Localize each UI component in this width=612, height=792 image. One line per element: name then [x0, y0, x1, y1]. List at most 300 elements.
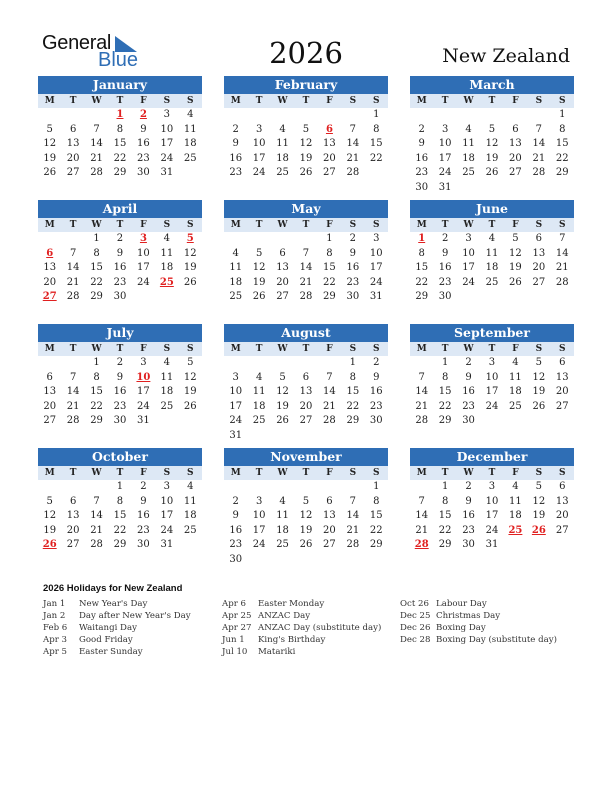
day-cell: 15 — [438, 510, 452, 522]
day-cell: 14 — [323, 386, 336, 398]
day-cell: 3 — [163, 109, 171, 120]
day-cell: 12 — [532, 371, 546, 383]
weekday-label: F — [140, 344, 147, 354]
day-cell: 15 — [555, 138, 569, 150]
day-cell: 6 — [46, 371, 53, 383]
day-cell: 10 — [160, 123, 174, 135]
day-cell: 23 — [229, 167, 243, 179]
weekday-label: T — [488, 468, 496, 478]
weekday-label: T — [255, 220, 263, 230]
day-cell: 30 — [113, 291, 127, 303]
day-cell: 1 — [373, 481, 380, 492]
day-cell: 15 — [369, 510, 383, 522]
day-cell: 12 — [485, 138, 499, 150]
day-cell: 11 — [509, 495, 522, 507]
day-cell: 14 — [90, 138, 103, 150]
weekday-label: T — [441, 344, 449, 354]
day-cell: 9 — [465, 371, 472, 383]
day-cell: 20 — [509, 152, 522, 164]
day-grid — [224, 356, 388, 444]
empty-cell — [85, 108, 108, 123]
holiday-date: Dec 28 — [400, 635, 431, 645]
weekday-label: W — [277, 468, 288, 478]
day-cell: 11 — [485, 247, 499, 259]
weekday-row — [224, 342, 388, 356]
day-cell: 7 — [349, 123, 357, 135]
day-cell: 28 — [299, 291, 313, 303]
day-cell: 5 — [535, 481, 543, 492]
day-cell: 10 — [229, 386, 243, 398]
month-header: December — [410, 448, 574, 466]
day-cell: 16 — [229, 524, 243, 536]
day-cell: 16 — [462, 386, 475, 398]
day-cell: 10 — [252, 510, 266, 522]
day-cell: 26 — [43, 167, 57, 179]
day-cell: 9 — [465, 495, 472, 507]
weekday-row — [410, 342, 574, 356]
day-cell: 18 — [276, 524, 289, 536]
empty-cell — [504, 108, 527, 123]
empty-cell — [61, 480, 84, 495]
holiday-column — [222, 598, 381, 658]
day-cell: 10 — [369, 247, 383, 259]
day-cell: 3 — [488, 357, 496, 368]
day-cell: 30 — [462, 415, 475, 427]
day-cell: 7 — [326, 371, 333, 383]
day-cell: 7 — [93, 495, 100, 507]
day-cell: 2 — [232, 123, 239, 135]
day-cell: 13 — [555, 495, 569, 507]
holiday-name: Day after New Year's Day — [79, 611, 191, 621]
weekday-label: T — [116, 468, 124, 478]
logo-text-general: General — [42, 32, 112, 54]
day-cell: 5 — [279, 371, 286, 383]
day-cell: 24 — [160, 152, 174, 164]
country-name: New Zealand — [442, 45, 570, 67]
day-cell: 11 — [252, 386, 266, 398]
day-cell: 11 — [229, 262, 243, 274]
day-cell: 22 — [90, 400, 103, 412]
day-cell: 13 — [532, 247, 546, 259]
day-cell: 26 — [299, 167, 313, 179]
day-cell: 30 — [369, 415, 383, 427]
holiday-name: ANZAC Day (substitute day) — [258, 623, 382, 633]
holiday-name: Boxing Day (substitute day) — [436, 635, 557, 645]
empty-cell — [318, 480, 341, 495]
empty-cell — [433, 108, 456, 123]
holiday-row — [222, 622, 381, 634]
empty-cell — [410, 108, 433, 123]
empty-cell — [247, 356, 270, 371]
weekday-label: T — [255, 344, 263, 354]
holiday-name: Good Friday — [79, 635, 133, 645]
day-cell: 1 — [559, 109, 566, 120]
day-cell: 1 — [116, 481, 124, 492]
day-cell: 1 — [441, 481, 449, 492]
day-cell: 19 — [299, 524, 313, 536]
day-cell: 30 — [137, 539, 150, 551]
day-cell: 14 — [415, 510, 429, 522]
day-cell: 20 — [323, 524, 336, 536]
weekday-label: T — [255, 468, 263, 478]
day-cell: 18 — [509, 510, 522, 522]
day-cell: 23 — [137, 152, 150, 164]
day-cell: 3 — [441, 123, 449, 135]
month-february — [224, 76, 388, 181]
empty-cell — [224, 356, 247, 371]
weekday-label: S — [373, 96, 380, 106]
day-cell: 19 — [43, 152, 57, 164]
day-cell: 9 — [232, 510, 239, 522]
day-grid — [224, 480, 388, 568]
day-cell: 26 — [252, 291, 266, 303]
holiday-column — [43, 598, 191, 658]
day-cell: 25 — [276, 167, 289, 179]
day-cell: 20 — [276, 276, 289, 288]
day-cell: 13 — [509, 138, 522, 150]
day-cell: 23 — [229, 539, 243, 551]
day-cell: 29 — [555, 167, 569, 179]
month-may — [224, 200, 388, 305]
day-grid — [410, 232, 574, 305]
day-cell: 7 — [93, 123, 100, 135]
day-cell: 7 — [349, 495, 357, 507]
weekday-label: S — [559, 96, 566, 106]
weekday-row — [38, 466, 202, 480]
month-january — [38, 76, 202, 181]
empty-cell — [224, 480, 247, 495]
holiday-row — [222, 634, 381, 646]
day-cell: 30 — [438, 291, 452, 303]
day-cell: 22 — [369, 152, 383, 164]
day-cell: 21 — [90, 524, 103, 536]
day-cell: 5 — [46, 495, 53, 507]
holiday-row — [43, 634, 191, 646]
holiday-day: 10 — [136, 371, 151, 383]
weekday-label: M — [44, 96, 55, 106]
holiday-name: Labour Day — [436, 599, 487, 609]
day-cell: 26 — [276, 415, 289, 427]
holiday-date: Apr 6 — [222, 599, 247, 609]
day-cell: 16 — [462, 510, 475, 522]
day-cell: 4 — [255, 371, 263, 383]
holiday-date: Apr 5 — [43, 647, 68, 657]
weekday-label: T — [116, 344, 124, 354]
weekday-label: M — [230, 468, 241, 478]
day-grid — [38, 232, 202, 305]
day-cell: 27 — [509, 167, 522, 179]
day-cell: 27 — [276, 291, 289, 303]
weekday-label: T — [302, 468, 310, 478]
month-june — [410, 200, 574, 305]
weekday-label: T — [69, 96, 77, 106]
day-cell: 31 — [160, 539, 174, 551]
day-cell: 27 — [299, 415, 313, 427]
day-cell: 8 — [116, 495, 124, 507]
day-cell: 10 — [485, 371, 499, 383]
weekday-label: T — [69, 220, 77, 230]
holiday-row — [400, 634, 557, 646]
day-cell: 19 — [252, 276, 266, 288]
day-cell: 20 — [532, 262, 546, 274]
weekday-label: W — [91, 96, 102, 106]
day-cell: 11 — [276, 510, 289, 522]
empty-cell — [410, 480, 433, 495]
day-cell: 26 — [299, 539, 313, 551]
weekday-label: M — [416, 96, 427, 106]
day-cell: 23 — [113, 276, 127, 288]
day-cell: 1 — [93, 233, 100, 244]
weekday-row — [224, 218, 388, 232]
day-cell: 12 — [183, 371, 197, 383]
day-cell: 1 — [93, 357, 100, 368]
day-cell: 16 — [346, 262, 360, 274]
day-cell: 5 — [488, 123, 496, 135]
day-cell: 6 — [302, 371, 310, 383]
day-cell: 7 — [559, 233, 566, 244]
day-cell: 12 — [299, 138, 313, 150]
day-cell: 25 — [183, 152, 197, 164]
day-cell: 17 — [160, 138, 174, 150]
day-cell: 28 — [346, 539, 360, 551]
day-cell: 29 — [346, 415, 360, 427]
day-cell: 9 — [441, 247, 449, 259]
weekday-label: T — [302, 96, 310, 106]
holiday-name: Easter Monday — [258, 599, 325, 609]
day-cell: 15 — [113, 510, 127, 522]
day-cell: 2 — [465, 357, 472, 368]
day-cell: 13 — [276, 262, 289, 274]
day-cell: 23 — [137, 524, 150, 536]
empty-cell — [247, 108, 270, 123]
day-cell: 9 — [349, 247, 357, 259]
day-cell: 18 — [276, 152, 289, 164]
weekday-label: F — [140, 96, 147, 106]
day-cell: 29 — [369, 539, 383, 551]
weekday-label: T — [255, 96, 263, 106]
day-cell: 21 — [66, 276, 80, 288]
day-cell: 26 — [183, 276, 197, 288]
holiday-name: Matariki — [258, 647, 296, 657]
day-grid — [224, 108, 388, 181]
empty-cell — [480, 108, 503, 123]
holiday-day: 6 — [46, 247, 54, 259]
day-cell: 30 — [229, 553, 243, 565]
day-cell: 28 — [66, 291, 80, 303]
empty-cell — [294, 232, 317, 247]
day-cell: 13 — [66, 138, 80, 150]
holiday-date: Jun 1 — [222, 635, 245, 645]
holiday-name: New Year's Day — [79, 599, 148, 609]
holiday-day: 2 — [139, 109, 147, 120]
day-cell: 7 — [69, 371, 77, 383]
day-cell: 13 — [43, 386, 57, 398]
month-october — [38, 448, 202, 553]
day-cell: 4 — [187, 109, 194, 120]
day-cell: 24 — [137, 276, 150, 288]
day-cell: 17 — [252, 152, 266, 164]
day-cell: 3 — [140, 357, 147, 368]
day-cell: 30 — [346, 291, 360, 303]
day-cell: 18 — [229, 276, 243, 288]
day-cell: 24 — [252, 167, 266, 179]
empty-cell — [38, 356, 61, 371]
empty-cell — [38, 108, 61, 123]
day-cell: 4 — [163, 357, 171, 368]
day-cell: 12 — [276, 386, 289, 398]
weekday-label: S — [349, 344, 357, 354]
holiday-name: Boxing Day — [436, 623, 486, 633]
weekday-label: W — [463, 468, 474, 478]
day-cell: 20 — [299, 400, 313, 412]
day-cell: 11 — [183, 495, 197, 507]
day-cell: 14 — [346, 138, 360, 150]
day-cell: 18 — [183, 510, 197, 522]
weekday-label: S — [535, 468, 543, 478]
day-cell: 5 — [302, 123, 310, 135]
day-cell: 12 — [509, 247, 522, 259]
day-cell: 8 — [93, 371, 100, 383]
day-cell: 22 — [415, 276, 429, 288]
weekday-label: M — [44, 344, 55, 354]
day-cell: 21 — [346, 152, 360, 164]
day-cell: 20 — [43, 276, 57, 288]
day-cell: 15 — [323, 262, 336, 274]
page-title: 2026 — [269, 36, 343, 70]
day-grid — [410, 480, 574, 553]
day-cell: 27 — [323, 167, 336, 179]
day-cell: 15 — [438, 386, 452, 398]
day-cell: 24 — [485, 400, 499, 412]
day-cell: 22 — [323, 276, 336, 288]
day-cell: 25 — [183, 524, 197, 536]
day-grid — [38, 356, 202, 429]
day-cell: 8 — [559, 123, 566, 135]
weekday-label: W — [91, 220, 102, 230]
day-cell: 31 — [137, 415, 150, 427]
empty-cell — [247, 232, 270, 247]
weekday-label: F — [326, 220, 333, 230]
day-cell: 20 — [43, 400, 57, 412]
day-cell: 21 — [415, 524, 429, 536]
day-cell: 30 — [137, 167, 150, 179]
weekday-label: S — [163, 96, 171, 106]
day-cell: 3 — [488, 481, 496, 492]
day-cell: 24 — [229, 415, 243, 427]
empty-cell — [457, 108, 480, 123]
month-header: June — [410, 200, 574, 218]
weekday-label: S — [559, 220, 566, 230]
day-cell: 3 — [163, 481, 171, 492]
day-cell: 14 — [346, 510, 360, 522]
weekday-label: T — [488, 220, 496, 230]
day-cell: 8 — [326, 247, 333, 259]
day-cell: 15 — [346, 386, 360, 398]
weekday-label: T — [116, 220, 124, 230]
day-grid — [224, 232, 388, 305]
day-cell: 21 — [555, 262, 569, 274]
day-cell: 18 — [509, 386, 522, 398]
day-cell: 23 — [369, 400, 383, 412]
day-cell: 18 — [160, 386, 174, 398]
day-cell: 1 — [441, 357, 449, 368]
day-cell: 25 — [276, 539, 289, 551]
day-cell: 8 — [441, 495, 449, 507]
day-cell: 14 — [66, 386, 80, 398]
day-cell: 30 — [462, 539, 475, 551]
holiday-day: 6 — [325, 123, 333, 135]
day-grid — [410, 356, 574, 429]
day-cell: 16 — [113, 262, 127, 274]
holidays-title: 2026 Holidays for New Zealand — [43, 583, 183, 594]
day-cell: 17 — [462, 262, 475, 274]
day-cell: 7 — [535, 123, 543, 135]
weekday-label: W — [91, 344, 102, 354]
empty-cell — [38, 232, 61, 247]
day-cell: 19 — [532, 386, 546, 398]
day-cell: 13 — [43, 262, 57, 274]
day-cell: 31 — [438, 181, 452, 193]
day-cell: 13 — [299, 386, 313, 398]
day-cell: 14 — [555, 247, 569, 259]
weekday-label: W — [277, 344, 288, 354]
day-cell: 17 — [137, 262, 150, 274]
day-cell: 29 — [113, 167, 127, 179]
weekday-label: T — [302, 344, 310, 354]
day-cell: 26 — [485, 167, 499, 179]
day-cell: 27 — [532, 276, 546, 288]
day-cell: 2 — [418, 123, 425, 135]
month-april — [38, 200, 202, 305]
empty-cell — [224, 108, 247, 123]
day-cell: 2 — [349, 233, 357, 244]
day-cell: 19 — [43, 524, 57, 536]
day-cell: 23 — [415, 167, 429, 179]
day-cell: 31 — [229, 429, 243, 441]
day-cell: 25 — [509, 400, 522, 412]
empty-cell — [341, 108, 364, 123]
day-cell: 6 — [535, 233, 543, 244]
day-cell: 12 — [183, 247, 197, 259]
day-cell: 4 — [512, 481, 519, 492]
weekday-label: F — [326, 96, 333, 106]
day-cell: 15 — [90, 262, 103, 274]
weekday-label: S — [535, 220, 543, 230]
day-cell: 15 — [415, 262, 429, 274]
day-cell: 22 — [555, 152, 569, 164]
month-header: March — [410, 76, 574, 94]
day-cell: 2 — [441, 233, 449, 244]
day-cell: 29 — [113, 539, 127, 551]
weekday-label: F — [140, 468, 147, 478]
day-cell: 29 — [90, 415, 103, 427]
day-cell: 9 — [373, 371, 380, 383]
logo-text-blue: Blue — [98, 49, 139, 71]
day-cell: 25 — [229, 291, 243, 303]
day-cell: 2 — [140, 481, 147, 492]
holiday-row — [43, 598, 191, 610]
day-cell: 25 — [160, 400, 174, 412]
day-cell: 31 — [369, 291, 383, 303]
day-cell: 23 — [462, 400, 475, 412]
day-cell: 24 — [369, 276, 383, 288]
day-cell: 18 — [485, 262, 499, 274]
day-cell: 7 — [302, 247, 310, 259]
day-cell: 10 — [252, 138, 266, 150]
weekday-label: T — [441, 220, 449, 230]
day-cell: 1 — [349, 357, 357, 368]
day-cell: 21 — [66, 400, 80, 412]
